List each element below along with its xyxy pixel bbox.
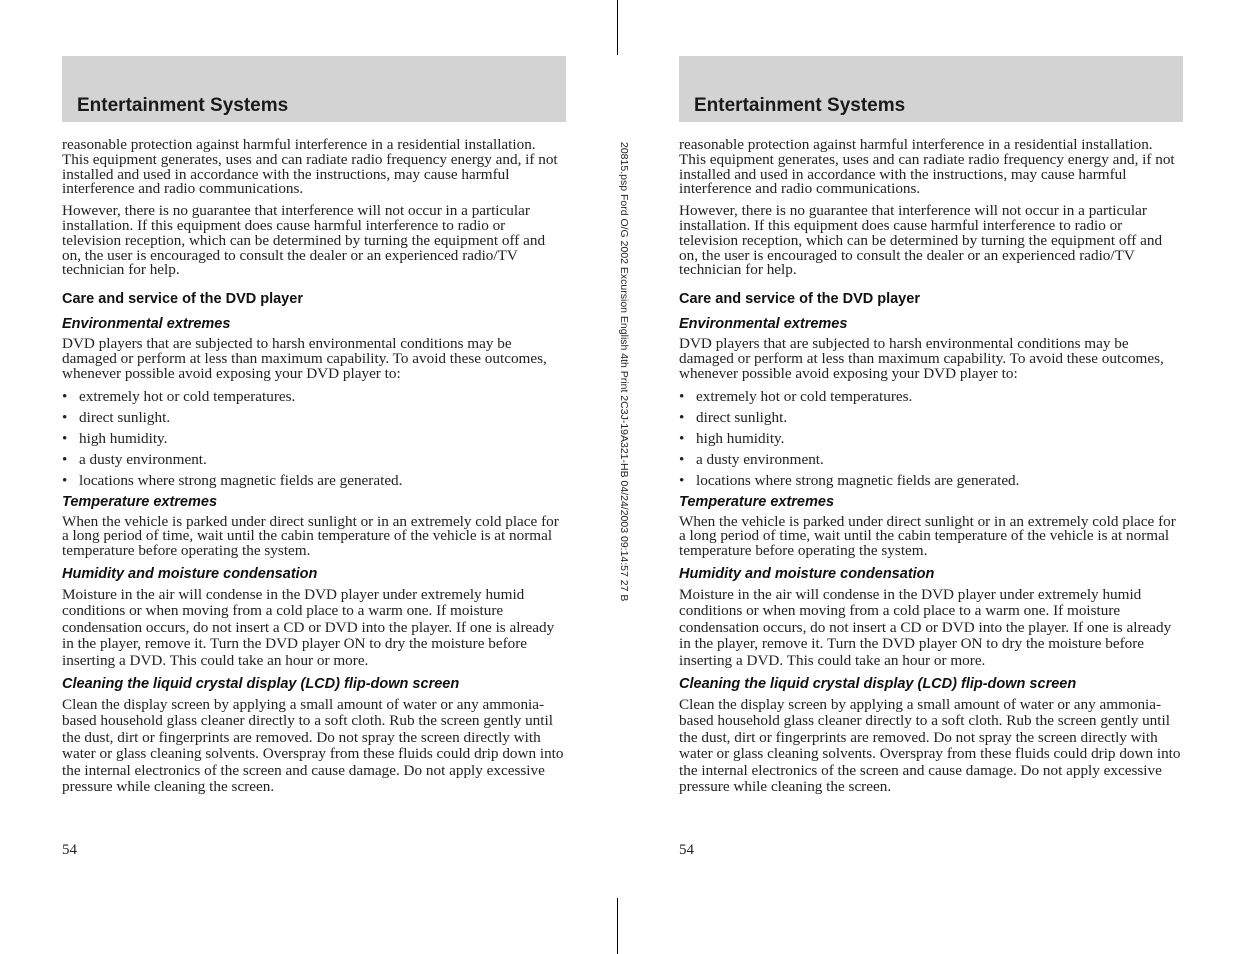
- list-item: • extremely hot or cold temperatures.: [679, 389, 1183, 404]
- subheading-temperature: Temperature extremes: [679, 493, 835, 510]
- list-item: • high humidity.: [679, 431, 1183, 446]
- page-title: Entertainment Systems: [77, 95, 289, 116]
- intro-paragraph-1: reasonable protection against harmful interference in a residential installation. This equipment generates, uses and can radiate radio frequency energy and, if not installed and used in accordance with the instructions, may cause harmful interference and radio communications.: [679, 136, 1175, 198]
- bullet-list: [679, 389, 1183, 488]
- page-number: 54: [62, 842, 77, 858]
- header-band: [62, 56, 566, 122]
- print-slug: 20815.psp Ford O/G 2002 Excursion English 4th Print 2C3J-19A321-HB 04/24/2003 09:14:57 27 B: [618, 142, 630, 602]
- list-item: • a dusty environment.: [679, 452, 1183, 467]
- left-page: [62, 56, 566, 858]
- humidity-text: Moisture in the air will condense in the DVD player under extremely humid conditions or when moving from a cold place to a warm one. If moisture condensation occurs, do not insert a CD or DVD into the player. If one is already in the player, remove it. Turn the DVD player ON to dry the moisture before inserting a DVD. This could take an hour or more.: [62, 585, 555, 669]
- crop-mark-bottom: [617, 898, 618, 954]
- list-item: • locations where strong magnetic fields are generated.: [679, 473, 1183, 488]
- list-item: • high humidity.: [62, 431, 566, 446]
- page-content: [62, 122, 566, 795]
- section-heading: Care and service of the DVD player: [62, 291, 303, 308]
- bullet-list: [62, 389, 566, 488]
- intro-paragraph-2: However, there is no guarantee that interference will not occur in a particular installation. If this equipment does cause harmful interference to radio or television reception, which can be determined by turning the equipment off and on, the user is encouraged to consult the dealer or an experienced radio/TV technician for help.: [62, 202, 546, 279]
- subheading-humidity: Humidity and moisture condensation: [62, 565, 318, 582]
- list-item: • locations where strong magnetic fields are generated.: [62, 473, 566, 488]
- subheading-lcd: Cleaning the liquid crystal display (LCD) flip-down screen: [62, 675, 460, 692]
- subheading-lcd: Cleaning the liquid crystal display (LCD) flip-down screen: [679, 675, 1077, 692]
- header-band: [679, 56, 1183, 122]
- list-item: • direct sunlight.: [62, 410, 566, 425]
- page-title: Entertainment Systems: [694, 95, 906, 116]
- environmental-text: DVD players that are subjected to harsh environmental conditions may be damaged or perform at less than maximum capability. To avoid these outcomes, whenever possible avoid exposing your DVD player to:: [62, 335, 547, 382]
- page-content: [679, 122, 1183, 795]
- list-item: • a dusty environment.: [62, 452, 566, 467]
- lcd-text: Clean the display screen by applying a small amount of water or any ammonia-based household glass cleaner directly to a soft cloth. Rub the screen gently until the dust, dirt or fingerprints are removed. Do not spray the screen directly with water or glass cleaning solvents. Overspray from these fluids could drip down into the internal electronics of the screen and cause damage. Do not apply excessive pressure while cleaning the screen.: [62, 695, 564, 796]
- intro-paragraph-1: reasonable protection against harmful interference in a residential installation. This equipment generates, uses and can radiate radio frequency energy and, if not installed and used in accordance with the instructions, may cause harmful interference and radio communications.: [62, 136, 558, 198]
- list-item: • extremely hot or cold temperatures.: [62, 389, 566, 404]
- lcd-text: Clean the display screen by applying a small amount of water or any ammonia-based household glass cleaner directly to a soft cloth. Rub the screen gently until the dust, dirt or fingerprints are removed. Do not spray the screen directly with water or glass cleaning solvents. Overspray from these fluids could drip down into the internal electronics of the screen and cause damage. Do not apply excessive pressure while cleaning the screen.: [679, 695, 1181, 796]
- section-heading: Care and service of the DVD player: [679, 291, 920, 308]
- temperature-text: When the vehicle is parked under direct sunlight or in an extremely cold place for a long period of time, wait until the cabin temperature of the vehicle is at normal temperature before operating the system.: [62, 512, 559, 560]
- temperature-text: When the vehicle is parked under direct sunlight or in an extremely cold place for a long period of time, wait until the cabin temperature of the vehicle is at normal temperature before operating the system.: [679, 512, 1176, 560]
- list-item: • direct sunlight.: [679, 410, 1183, 425]
- subheading-environmental: Environmental extremes: [679, 316, 848, 333]
- environmental-text: DVD players that are subjected to harsh environmental conditions may be damaged or perform at less than maximum capability. To avoid these outcomes, whenever possible avoid exposing your DVD player to:: [679, 335, 1164, 382]
- right-page: [679, 56, 1183, 858]
- crop-mark-top: [617, 0, 618, 55]
- subheading-humidity: Humidity and moisture condensation: [679, 565, 935, 582]
- subheading-temperature: Temperature extremes: [62, 493, 218, 510]
- page-number: 54: [679, 842, 694, 858]
- humidity-text: Moisture in the air will condense in the DVD player under extremely humid conditions or when moving from a cold place to a warm one. If moisture condensation occurs, do not insert a CD or DVD into the player. If one is already in the player, remove it. Turn the DVD player ON to dry the moisture before inserting a DVD. This could take an hour or more.: [679, 585, 1172, 669]
- subheading-environmental: Environmental extremes: [62, 316, 231, 333]
- intro-paragraph-2: However, there is no guarantee that interference will not occur in a particular installation. If this equipment does cause harmful interference to radio or television reception, which can be determined by turning the equipment off and on, the user is encouraged to consult the dealer or an experienced radio/TV technician for help.: [679, 202, 1163, 279]
